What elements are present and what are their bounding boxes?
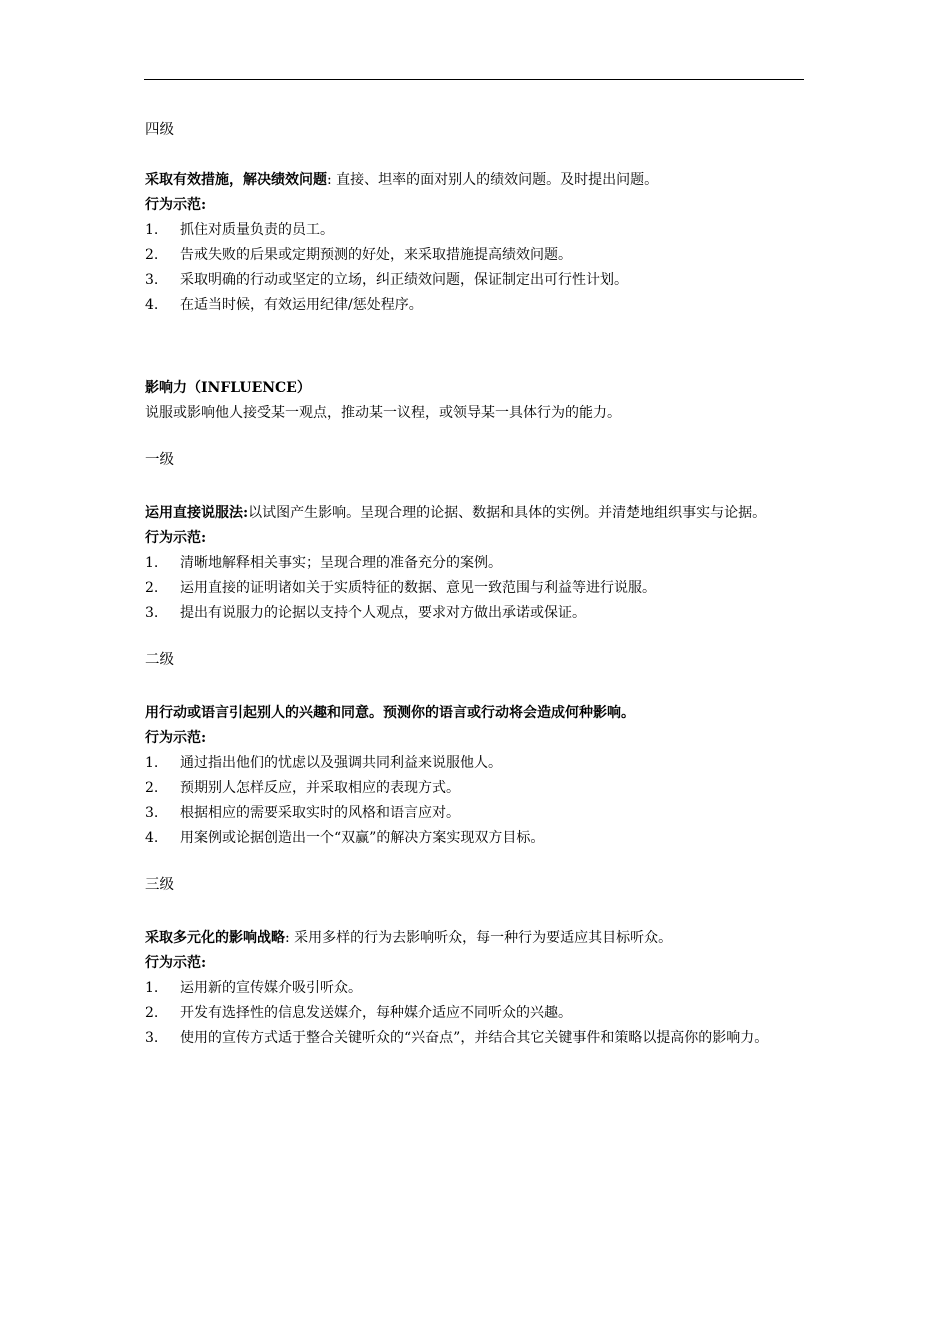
header-rule: [144, 79, 804, 80]
level3-desc: : 采用多样的行为去影响听众，每一种行为要适应其目标听众。: [285, 930, 673, 946]
item-text: 预期别人怎样反应，并采取相应的表现方式。: [180, 780, 460, 796]
level1-desc: 以试图产生影响。呈现合理的论据、数据和具体的实例。并清楚地组织事实与论据。: [248, 505, 767, 521]
level1-label: 行为示范:: [145, 530, 207, 546]
item-number: 2.: [145, 247, 159, 263]
item-text: 通过指出他们的忧虑以及强调共同利益来说服他人。: [180, 755, 502, 771]
item-number: 1.: [145, 755, 159, 771]
list-item: [145, 293, 807, 318]
level4-list: [145, 218, 807, 318]
list-item: [145, 601, 807, 626]
item-text: 运用新的宣传媒介吸引听众。: [180, 980, 362, 996]
item-text: 根据相应的需要采取实时的风格和语言应对。: [180, 805, 460, 821]
level3-label: 行为示范:: [145, 955, 207, 971]
level1-title: 运用直接说服法:: [145, 505, 249, 521]
level2-heading: 二级: [145, 652, 174, 668]
item-number: 3.: [145, 272, 159, 288]
level1-statement: [145, 501, 807, 526]
item-text: 提出有说服力的论据以支持个人观点，要求对方做出承诺或保证。: [180, 605, 586, 621]
list-item: [145, 551, 807, 576]
list-item: [145, 751, 807, 776]
item-text: 抓住对质量负责的员工。: [180, 222, 334, 238]
item-number: 2.: [145, 580, 159, 596]
level2-label: 行为示范:: [145, 730, 207, 746]
item-text: 告戒失败的后果或定期预测的好处，来采取措施提高绩效问题。: [180, 247, 572, 263]
level4-label: 行为示范:: [145, 197, 207, 213]
list-item: [145, 1026, 807, 1051]
level4-statement: [145, 168, 807, 193]
item-text: 清晰地解释相关事实；呈现合理的准备充分的案例。: [180, 555, 502, 571]
item-number: 2.: [145, 780, 159, 796]
item-number: 1.: [145, 555, 159, 571]
item-number: 2.: [145, 1005, 159, 1021]
level4-title: 采取有效措施，解决绩效问题: [145, 172, 327, 188]
list-item: [145, 801, 807, 826]
list-item: [145, 776, 807, 801]
influence-heading: 影响力（INFLUENCE）: [145, 380, 311, 396]
item-number: 1.: [145, 222, 159, 238]
level3-statement: [145, 926, 807, 951]
list-item: [145, 243, 807, 268]
item-text: 使用的宣传方式适于整合关键听众的“兴奋点”，并结合其它关键事件和策略以提高你的影响力。: [180, 1030, 769, 1046]
level3-title: 采取多元化的影响战略: [145, 930, 285, 946]
item-text: 在适当时候，有效运用纪律/惩处程序。: [180, 297, 423, 313]
item-text: 运用直接的证明诸如关于实质特征的数据、意见一致范围与利益等进行说服。: [180, 580, 656, 596]
list-item: [145, 1001, 807, 1026]
level4-heading: 四级: [145, 122, 174, 138]
item-number: 1.: [145, 980, 159, 996]
level3-heading: 三级: [145, 877, 174, 893]
list-item: [145, 218, 807, 243]
list-item: [145, 826, 807, 851]
item-number: 4.: [145, 830, 159, 846]
item-number: 3.: [145, 805, 159, 821]
document-body: [145, 118, 807, 1051]
level4-desc: : 直接、坦率的面对别人的绩效问题。及时提出问题。: [327, 172, 659, 188]
list-item: [145, 268, 807, 293]
item-number: 4.: [145, 297, 159, 313]
item-number: 3.: [145, 605, 159, 621]
level3-list: [145, 976, 807, 1051]
level2-list: [145, 751, 807, 851]
influence-definition: 说服或影响他人接受某一观点，推动某一议程，或领导某一具体行为的能力。: [145, 405, 621, 421]
item-text: 采取明确的行动或坚定的立场，纠正绩效问题，保证制定出可行性计划。: [180, 272, 628, 288]
level1-heading: 一级: [145, 452, 174, 468]
item-text: 用案例或论据创造出一个“双赢”的解决方案实现双方目标。: [180, 830, 545, 846]
list-item: [145, 976, 807, 1001]
item-text: 开发有选择性的信息发送媒介，每种媒介适应不同听众的兴趣。: [180, 1005, 572, 1021]
item-number: 3.: [145, 1030, 159, 1046]
level1-list: [145, 551, 807, 626]
level2-title: 用行动或语言引起别人的兴趣和同意。预测你的语言或行动将会造成何种影响。: [145, 705, 635, 721]
list-item: [145, 576, 807, 601]
